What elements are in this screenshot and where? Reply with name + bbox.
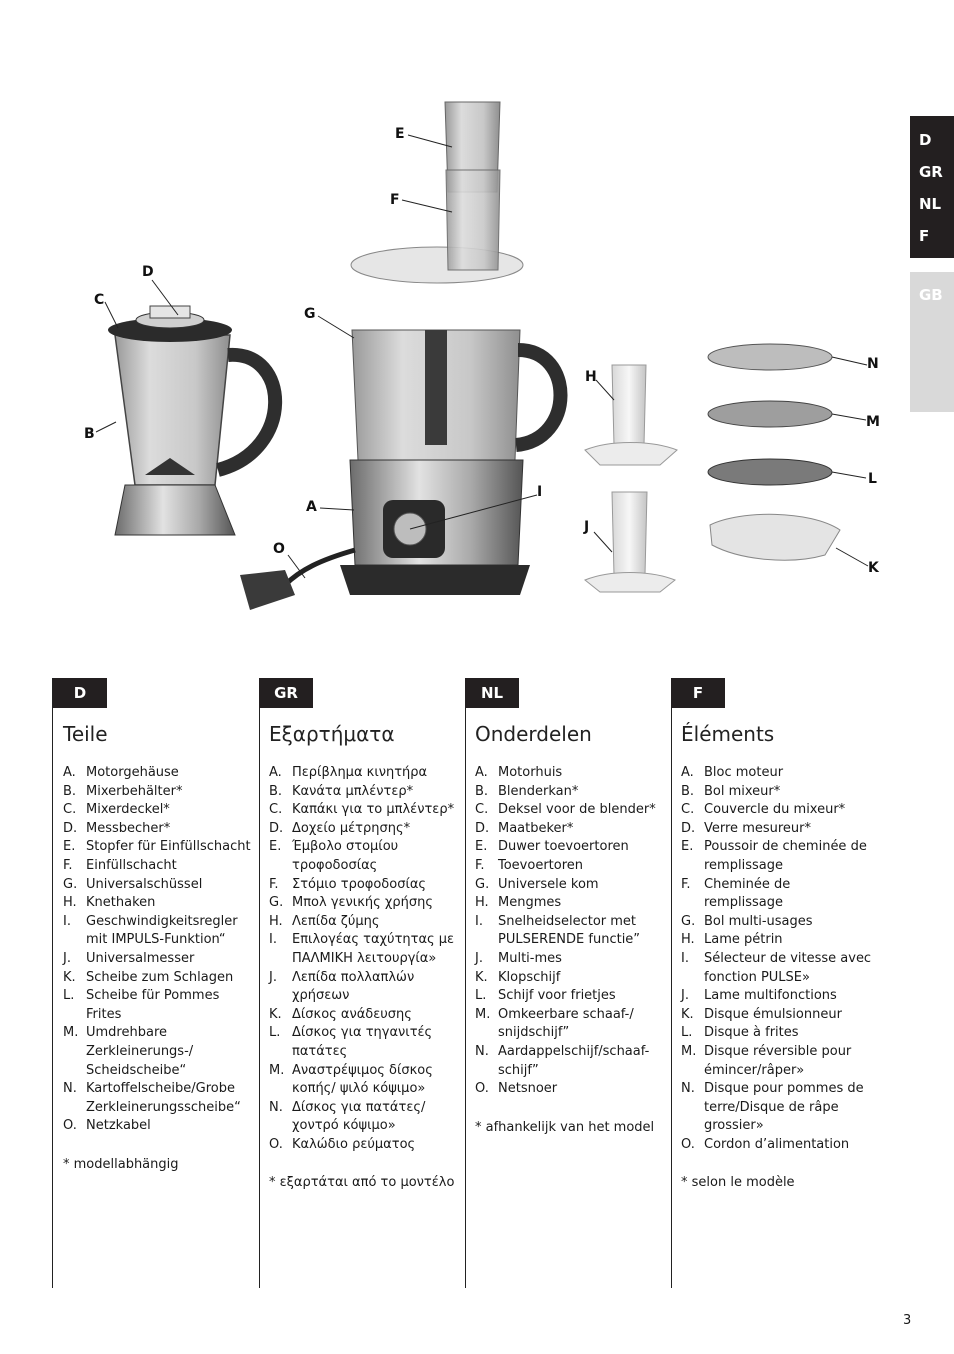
list-item: C. Mixerdeckel*	[63, 802, 170, 818]
list-item: L. Scheibe für Pommes Frites	[63, 988, 220, 1022]
list-item: A. Motorhuis	[475, 765, 563, 780]
parts-column-fr	[671, 678, 877, 1288]
parts-list	[681, 764, 873, 1193]
column-lang-tab: NL	[465, 678, 519, 708]
list-item: H. Λεπίδα ζύμης	[269, 913, 380, 929]
callout-n: N	[867, 356, 879, 372]
list-item: N. Disque pour pommes de terre/Disque de râpe grossier»	[681, 1081, 864, 1134]
lang-tab-gb	[910, 272, 954, 412]
callout-m: M	[866, 414, 880, 430]
footnote: * selon le modèle	[681, 1175, 795, 1191]
list-item: L. Δίσκος για τηγανιτές πατάτες	[269, 1025, 433, 1059]
list-item: I. Επιλογέας ταχύτητας με ΠΑΛΜΙΚΗ λειτουργία»	[269, 932, 455, 966]
list-item: F. Στόμιο τροφοδοσίας	[269, 876, 427, 892]
list-item: B. Mixerbehälter*	[63, 783, 183, 799]
callout-h: H	[585, 369, 597, 385]
list-item: J. Λεπίδα πολλαπλών χρήσεων	[269, 969, 415, 1004]
list-item: N. Δίσκος για πατάτες/ χοντρό κόψιμο»	[269, 1099, 426, 1134]
callout-b: B	[84, 426, 95, 442]
parts-list	[475, 764, 667, 1137]
list-item: B. Bol mixeur*	[681, 783, 781, 799]
list-item: C. Καπάκι για το μπλέντερ*	[269, 802, 455, 818]
list-item: B. Blenderkan*	[475, 783, 579, 799]
food-processor-drawing	[0, 80, 900, 640]
list-item: C. Deksel voor de blender*	[475, 802, 656, 818]
footnote: * εξαρτάται από το μοντέλο	[269, 1175, 455, 1191]
multi-blade	[585, 492, 675, 592]
lang-tab-f: F	[919, 227, 930, 245]
column-title: Teile	[63, 722, 108, 746]
footnote: * afhankelijk van het model	[475, 1119, 655, 1135]
list-item: D. Δοχείο μέτρησης*	[269, 820, 411, 836]
list-item: N. Aardappelschijf/schaaf-schijf”	[475, 1043, 650, 1078]
list-item: L. Schijf voor frietjes	[475, 988, 616, 1004]
list-item: M. Disque réversible pour émincer/râper»	[681, 1043, 852, 1078]
list-item: L. Disque à frites	[681, 1025, 799, 1041]
blender-jug	[108, 306, 275, 535]
callout-c: C	[94, 292, 105, 308]
footnote: * modellabhängig	[63, 1156, 179, 1172]
list-item: J. Lame multifonctions	[681, 988, 837, 1004]
list-item: F. Toevoertoren	[475, 857, 584, 873]
list-item: H. Knethaken	[63, 895, 156, 911]
lang-tab-gr: GR	[919, 163, 943, 181]
callout-l: L	[868, 471, 877, 487]
parts-column-nl	[465, 678, 672, 1288]
callout-j: J	[584, 519, 590, 535]
column-title: Éléments	[681, 722, 775, 746]
column-lang-tab: D	[53, 678, 107, 708]
parts-column-gr	[259, 678, 466, 1288]
list-item: E. Poussoir de cheminée de remplissage	[681, 839, 867, 873]
list-item: H. Lame pétrin	[681, 932, 783, 948]
list-item: K. Δίσκος ανάδευσης	[269, 1006, 412, 1022]
list-item: G. Bol multi-usages	[681, 913, 813, 929]
lang-tab-nl: NL	[919, 195, 942, 213]
page-number: 3	[903, 1313, 912, 1328]
list-item: O. Cordon d’alimentation	[681, 1136, 850, 1152]
list-item: H. Mengmes	[475, 895, 562, 911]
list-item: K. Disque émulsionneur	[681, 1006, 842, 1022]
column-lang-tab: GR	[259, 678, 313, 708]
list-item: E. Έμβολο στομίου τροφοδοσίας	[269, 839, 399, 873]
list-item: B. Κανάτα μπλέντερ*	[269, 783, 414, 799]
parts-column-de	[53, 678, 260, 1288]
callout-e: E	[395, 126, 405, 142]
list-item: I. Snelheidselector met PULSERENDE functie”	[475, 913, 641, 948]
list-item: C. Couvercle du mixeur*	[681, 802, 846, 818]
list-item: E. Duwer toevoertoren	[475, 839, 629, 855]
list-item: I. Sélecteur de vitesse avec fonction PULSE»	[681, 950, 872, 985]
list-item: M. Omkeerbare schaaf-/ snijdschijf”	[475, 1006, 634, 1041]
list-item: F. Cheminée de remplissage	[681, 876, 791, 911]
callout-i: I	[537, 484, 543, 500]
lang-tab-gb-label: GB	[919, 286, 943, 304]
food-processor	[240, 102, 561, 610]
list-item: K. Klopschijf	[475, 969, 561, 985]
list-item: E. Stopfer für Einfüllschacht	[63, 839, 251, 855]
language-tabs	[910, 116, 954, 258]
list-item: D. Messbecher*	[63, 820, 171, 836]
column-lang-tab: F	[671, 678, 725, 708]
parts-list	[63, 764, 255, 1174]
list-item: D. Maatbeker*	[475, 820, 574, 836]
list-item: O. Netsnoer	[475, 1081, 558, 1097]
list-item: M. Αναστρέψιμος δίσκος κοπής/ ψιλό κόψιμο»	[269, 1062, 433, 1097]
callout-a: A	[306, 499, 317, 515]
list-item: F. Einfüllschacht	[63, 857, 177, 873]
list-item: I. Geschwindigkeitsregler mit IMPULS-Funktion“	[63, 913, 238, 948]
list-item: J. Universalmesser	[63, 950, 195, 966]
list-item: G. Universalschüssel	[63, 876, 203, 892]
list-item: N. Kartoffelscheibe/Grobe Zerkleinerungsscheibe“	[63, 1081, 241, 1115]
list-item: O. Netzkabel	[63, 1118, 151, 1134]
list-item: K. Scheibe zum Schlagen	[63, 969, 234, 985]
column-title: Εξαρτήματα	[269, 722, 395, 746]
callout-k: K	[868, 560, 879, 576]
list-item: A. Bloc moteur	[681, 765, 784, 780]
product-illustration	[0, 80, 900, 640]
list-item: D. Verre mesureur*	[681, 820, 812, 836]
dough-blade	[585, 365, 677, 465]
list-item: O. Καλώδιο ρεύματος	[269, 1136, 416, 1152]
callout-g: G	[304, 306, 316, 322]
callout-f: F	[390, 192, 400, 208]
lang-tab-d: D	[919, 131, 932, 149]
list-item: A. Motorgehäuse	[63, 765, 179, 780]
list-item: J. Multi-mes	[475, 950, 562, 966]
callout-o: O	[273, 541, 285, 557]
list-item: G. Μπολ γενικής χρήσης	[269, 895, 433, 911]
parts-list	[269, 764, 461, 1193]
column-title: Onderdelen	[475, 722, 592, 746]
list-item: M. Umdrehbare Zerkleinerungs-/ Scheidscheibe“	[63, 1025, 194, 1078]
list-item: A. Περίβλημα κινητήρα	[269, 765, 428, 780]
disc-stack	[708, 344, 840, 560]
callout-d: D	[142, 264, 154, 280]
list-item: G. Universele kom	[475, 876, 599, 892]
